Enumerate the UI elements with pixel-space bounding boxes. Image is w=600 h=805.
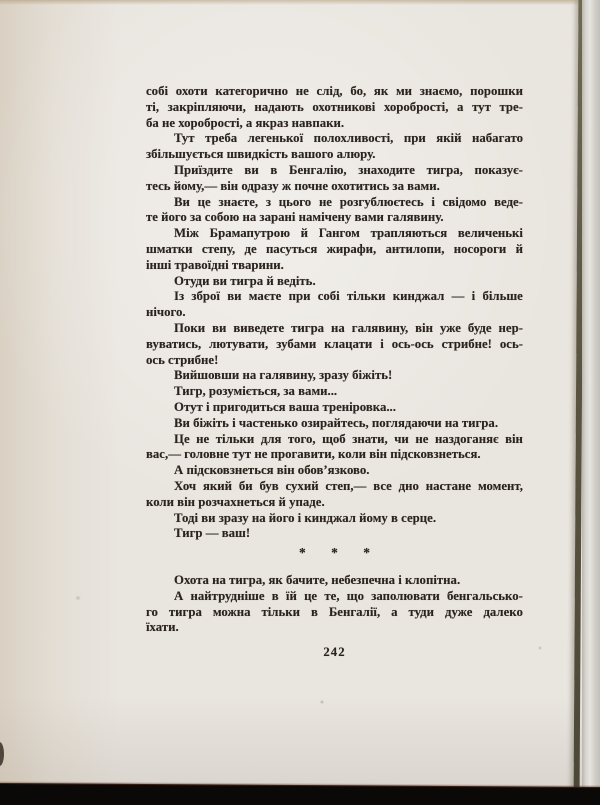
- page-text: [146, 84, 523, 661]
- paragraph: [146, 479, 523, 511]
- text-line: їхати.: [146, 620, 179, 635]
- scan-background-bottom: [0, 783, 600, 805]
- text-line: Із зброї ви маєте при собі тільки кинджал — і більше: [174, 289, 523, 304]
- section-separator: * * *: [299, 545, 381, 561]
- text-line: Тут треба легенької полохливості, при якій набагато: [174, 131, 523, 146]
- paragraph: [146, 432, 523, 464]
- text-line: Охота на тигра, як бачите, небезпечна і клопітна.: [174, 572, 461, 587]
- text-line: Ви це знаєте, з цього не розгублюєтесь і свідомо веде-: [174, 194, 523, 209]
- text-line: Отут і пригодиться ваша треніровка...: [174, 399, 396, 414]
- page-number: 242: [323, 645, 346, 660]
- text-line: Тигр — ваш!: [174, 526, 251, 541]
- text-line: Хоч який би був сухий степ,— все дно настане момент,: [174, 478, 523, 493]
- text-line: Поки ви виведете тигра на галявину, він уже буде нер-: [174, 320, 523, 335]
- text-line: те його за собою на зарані намічену вами галявину.: [146, 210, 444, 225]
- paragraph: [146, 526, 523, 542]
- text-line: Це не тільки для того, щоб знати, чи не наздоганяє він: [174, 431, 523, 446]
- paragraph: [146, 131, 523, 163]
- text-line: Отуди ви тигра й ведіть.: [174, 273, 316, 288]
- paragraph: [146, 400, 523, 416]
- text-line: собі охоти категорично не слід, бо, як ми знаємо, порошки: [146, 84, 523, 98]
- paragraph: [146, 274, 523, 290]
- text-line: Вийшовши на галявину, зразу біжіть!: [174, 368, 393, 383]
- text-line: вуватись, лютувати, зубами клацати і ось-ось стрибне! ось-: [146, 336, 523, 351]
- paragraph: [146, 589, 523, 636]
- paragraph: [146, 226, 523, 273]
- page-stack-edge: [582, 0, 600, 790]
- text-line: Ви біжіть і частенько озирайтесь, поглядаючи на тигра.: [174, 415, 499, 430]
- text-line: інші травоїдні тварини.: [146, 257, 284, 272]
- text-line: Між Брамапутрою й Гангом трапляються величенькі: [174, 226, 523, 241]
- text-line: збільшується швидкість вашого алюру.: [146, 147, 376, 162]
- paragraph: [146, 289, 523, 321]
- paragraph: [146, 511, 523, 527]
- paragraph: [146, 321, 523, 368]
- paragraph: [146, 163, 523, 195]
- paragraph: [146, 195, 523, 227]
- text-line: нічого.: [146, 305, 186, 320]
- text-line: А підсковзнеться він обов’язково.: [174, 463, 370, 478]
- paragraph: [146, 84, 523, 131]
- text-line: тесь йому,— він одразу ж почне охотитись за вами.: [146, 178, 440, 193]
- paragraph: [146, 416, 523, 432]
- text-line: Тоді ви зразу на його і кинджал йому в серце.: [174, 510, 437, 525]
- text-line: А найтрудніше в їй це те, що заполювати бенгальсько-: [174, 588, 523, 603]
- paragraph: [146, 573, 523, 589]
- paragraph: [146, 384, 523, 400]
- text-line: Тигр, розуміється, за вами...: [174, 384, 338, 399]
- paragraph: [146, 463, 523, 479]
- text-line: ті, закріпляючи, надають охотникові хоробрості, а тут тре-: [146, 99, 523, 114]
- text-line: шматки степу, де пасуться жирафи, антилопи, носороги й: [146, 241, 523, 256]
- text-line: ось стрибне!: [146, 352, 219, 367]
- text-line: го тигра можна тільки в Бенгалії, а туди дуже далеко: [146, 604, 523, 619]
- text-line: Приїздите ви в Бенгалію, знаходите тигра, показує-: [174, 162, 523, 177]
- text-line: коли він розчахнеться й упаде.: [146, 494, 325, 509]
- paragraph: [146, 368, 523, 384]
- text-line: ба не хоробрості, а якраз навпаки.: [146, 115, 345, 130]
- text-line: вас,— головне тут не прогавити, коли він підсковзнеться.: [146, 447, 481, 462]
